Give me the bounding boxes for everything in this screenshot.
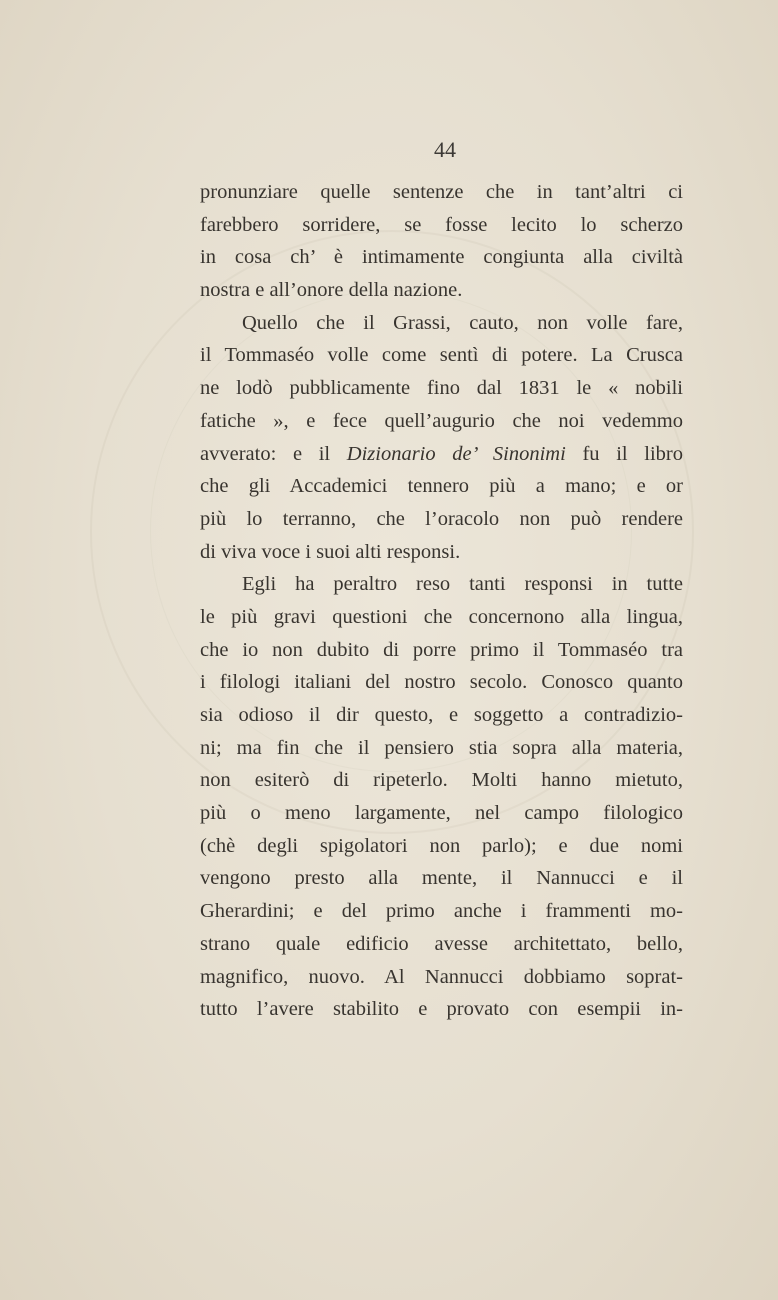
text-line: in cosa ch’ è intimamente congiunta alla civiltà (200, 246, 683, 269)
text-line: il Tommaséo volle come sentì di potere. La Crusca (200, 344, 683, 367)
text-line: le più gravi questioni che concernono alla lingua, (200, 605, 683, 628)
text-line: più lo terranno, che l’oracolo non può rendere (200, 507, 683, 530)
text-line: (chè degli spigolatori non parlo); e due nomi (200, 834, 683, 857)
text-line: Gherardini; e del primo anche i frammenti mo- (200, 900, 683, 923)
text-line: più o meno largamente, nel campo filologico (200, 802, 683, 825)
paragraph-end-line: di viva voce i suoi alti responsi. (200, 540, 461, 563)
text-line-with-title (200, 438, 683, 471)
text-line: pronunziare quelle sentenze che in tant’altri ci (200, 181, 683, 203)
text-line: farebbero sorridere, se fosse lecito lo scherzo (200, 213, 683, 236)
text-line: vengono presto alla mente, il Nannucci e il (200, 867, 683, 890)
paragraph-first-line: Egli ha peraltro reso tanti responsi in tutte (242, 573, 683, 596)
text-line: magnifico, nuovo. Al Nannucci dobbiamo soprat- (200, 965, 683, 988)
text-line: tutto l’avere stabilito e provato con esempii in- (200, 998, 683, 1021)
text-line: i filologi italiani del nostro secolo. Conosco quanto (200, 671, 683, 694)
text-line: non esiterò di ripeterlo. Molti hanno mietuto, (200, 769, 683, 792)
text-line: che io non dubito di porre primo il Tommaséo tra (200, 638, 683, 661)
page-number: 44 (434, 137, 456, 162)
text-line: sia odioso il dir questo, e soggetto a contradizio- (200, 704, 683, 726)
text-line: ni; ma fin che il pensiero stia sopra alla materia, (200, 736, 683, 759)
text-line: ne lodò pubblicamente fino dal 1831 le « nobili (200, 377, 683, 400)
text-segment: avverato: e il (200, 442, 347, 465)
text-line: fatiche », e fece quell’augurio che noi vedemmo (200, 409, 683, 432)
text-line: che gli Accademici tennero più a mano; e or (200, 475, 683, 498)
body-text (200, 176, 683, 1026)
paragraph-end-line: nostra e all’onore della nazione. (200, 279, 463, 302)
book-title-italic: Dizionario de’ Sinonimi (346, 442, 566, 465)
text-line: strano quale edificio avesse architettato, bello, (200, 932, 683, 955)
paragraph-first-line: Quello che il Grassi, cauto, non volle fare, (242, 311, 683, 334)
text-segment: fu il libro (565, 442, 683, 465)
